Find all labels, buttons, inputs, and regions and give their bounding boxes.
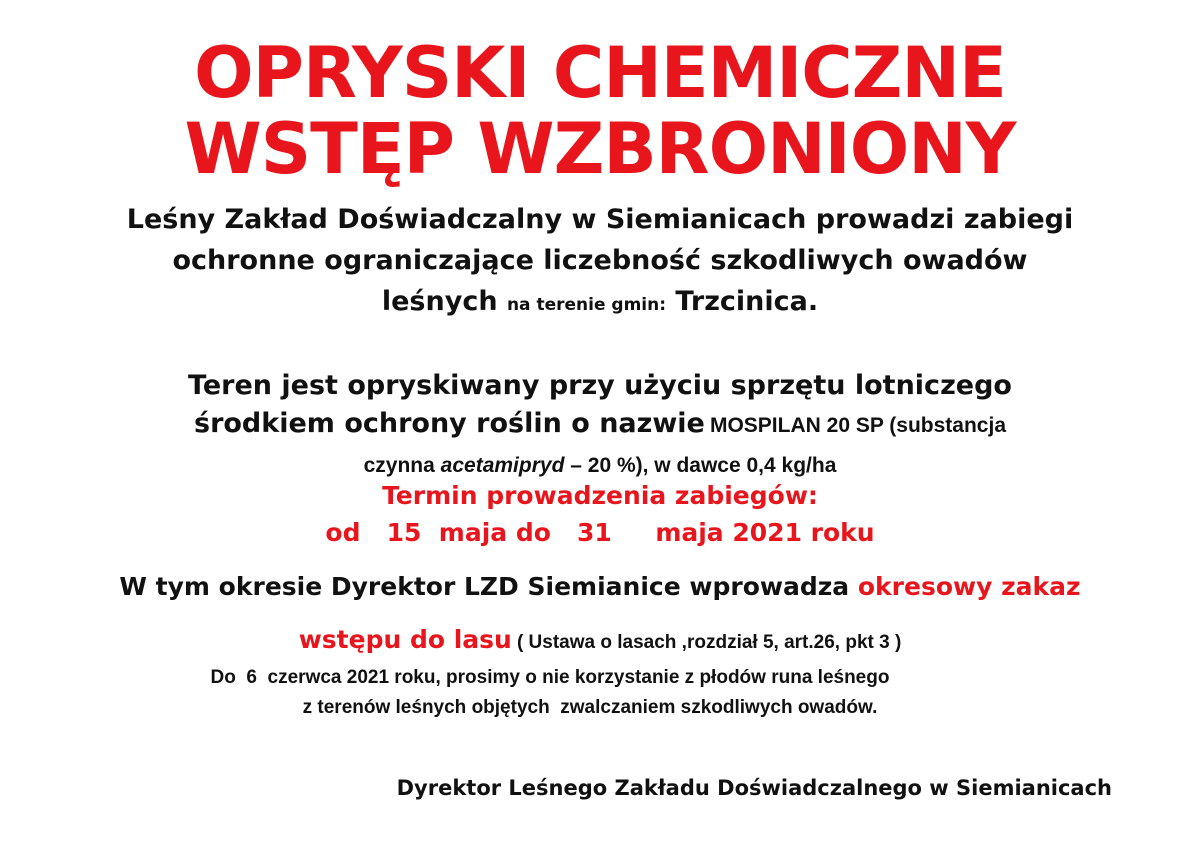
intro-line-1: Leśny Zakład Doświadczalny w Siemianicach prowadzi zabiegi — [126, 204, 1074, 235]
ban-line-2 — [0, 625, 1200, 654]
spray-method: środkiem ochrony roślin o nazwie — [194, 408, 705, 439]
ban-highlight-2: wstępu do lasu — [298, 625, 512, 654]
intro-place: Trzcinica. — [675, 286, 819, 317]
ban-line-1 — [0, 572, 1200, 601]
intro-forest-word: leśnych — [381, 286, 498, 317]
spray-line-1: Teren jest opryskiwany przy użyciu sprzętu lotniczego — [188, 370, 1012, 401]
term-dates: od 15 maja do 31 maja 2021 roku — [325, 518, 875, 547]
intro-area-label: na terenie gmin: — [506, 295, 667, 315]
dose-text: – 20 %), w dawce 0,4 kg/ha — [570, 454, 837, 477]
main-title-line-1: OPRYSKI CHEMICZNE — [194, 32, 1006, 114]
spray-line-2 — [0, 408, 1200, 439]
notice-line-2: z terenów leśnych objętych zwalczaniem szkodliwych owadów. — [302, 697, 878, 718]
spray-line-3 — [0, 454, 1200, 478]
ban-highlight: okresowy zakaz — [857, 572, 1081, 601]
product-name: MOSPILAN 20 SP (substancja — [709, 414, 1006, 437]
active-label: czynna — [363, 454, 435, 477]
main-title-line-2: WSTĘP WZBRONIONY — [184, 108, 1016, 190]
intro-line-3 — [0, 286, 1200, 317]
signature: Dyrektor Leśnego Zakładu Doświadczalnego w Siemianicach — [396, 776, 1112, 800]
term-heading: Termin prowadzenia zabiegów: — [382, 481, 818, 510]
law-reference: ( Ustawa o lasach ,rozdział 5, art.26, pkt 3 ) — [516, 632, 902, 653]
notice-line-1: Do 6 czerwca 2021 roku, prosimy o nie korzystanie z płodów runa leśnego — [210, 667, 890, 688]
ban-intro: W tym okresie Dyrektor LZD Siemianice wprowadza — [119, 572, 850, 601]
intro-line-2: ochronne ograniczające liczebność szkodliwych owadów — [172, 245, 1028, 276]
active-substance: acetamipryd — [440, 454, 565, 477]
